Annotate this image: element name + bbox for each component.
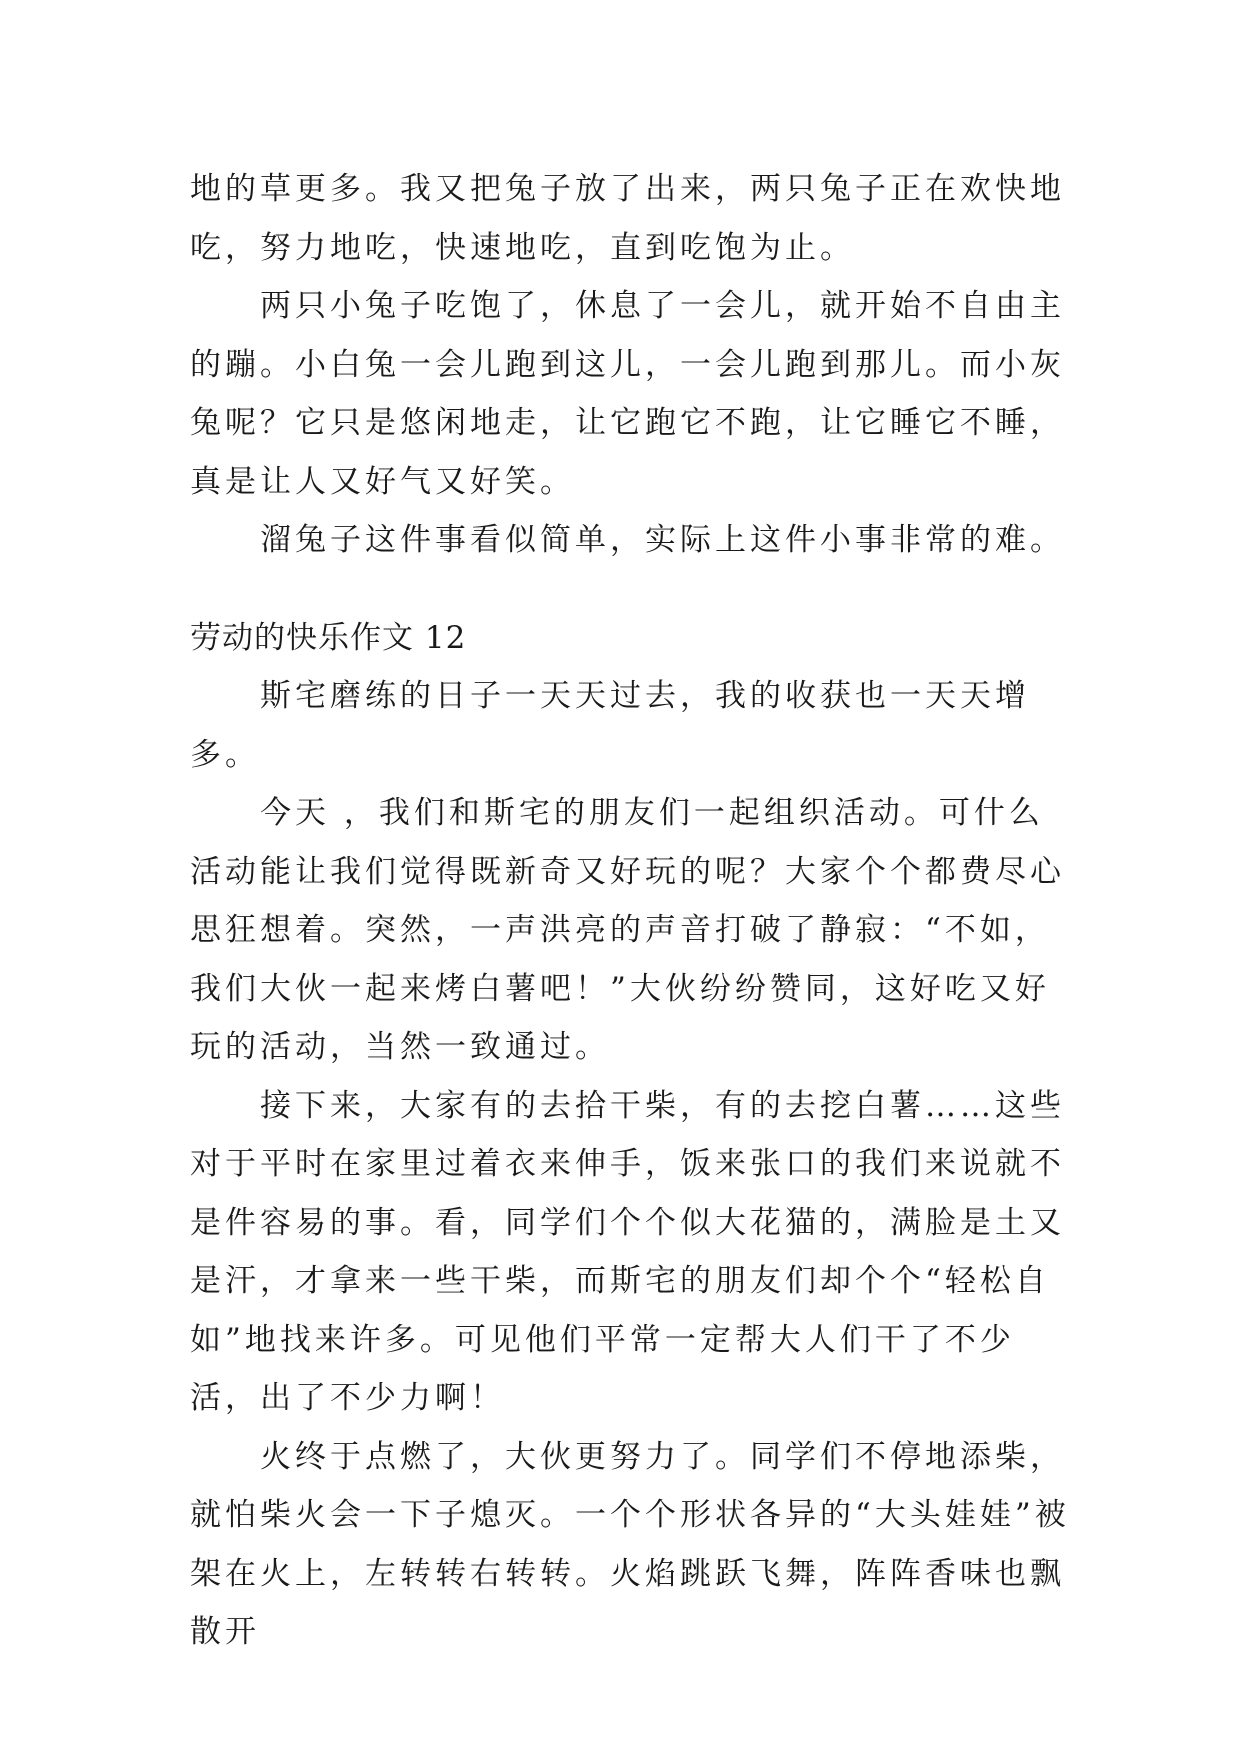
paragraph-fire-lit: 火终于点燃了，大伙更努力了。同学们不停地添柴，就怕柴火会一下子熄灭。一个个形状各异的“大头娃娃”被架在火上，左转转右转转。火焰跳跃飞舞，阵阵香味也飘散开	[190, 1438, 1070, 1650]
paragraph-rabbits-hopping: 两只小兔子吃饱了，休息了一会儿，就开始不自由主的蹦。小白兔一会儿跑到这儿，一会儿跑到那儿。而小灰兔呢？它只是悠闲地走，让它跑它不跑，让它睡它不睡，真是让人又好气又好笑。	[190, 288, 1065, 500]
document-body	[190, 160, 1070, 1662]
paragraph-rabbits-eating: 地的草更多。我又把兔子放了出来，两只兔子正在欢快地吃，努力地吃，快速地吃，直到吃饱为止。	[190, 171, 1065, 266]
paragraph-walking-rabbits: 溜兔子这件事看似简单，实际上这件小事非常的难。	[260, 522, 1065, 558]
paragraph-activity-plan: 今天 ，我们和斯宅的朋友们一起组织活动。可什么活动能让我们觉得既新奇又好玩的呢？大家个个都费尽心思狂想着。突然，一声洪亮的声音打破了静寂：“不如，我们大伙一起来烤白薯吧！”大伙纷纷赞同，这好吃又好玩的活动，当然一致通过。	[190, 795, 1065, 1065]
paragraph-gathering-firewood: 接下来，大家有的去拾干柴，有的去挖白薯……这些对于平时在家里过着衣来伸手，饭来张口的我们来说就不是件容易的事。看，同学们个个似大花猫的，满脸是土又是汗，才拿来一些干柴，而斯宅的朋友们却个个“轻松自如”地找来许多。可见他们平常一定帮大人们干了不少活，出了不少力啊！	[190, 1087, 1065, 1416]
paragraph-training-days: 斯宅磨练的日子一天天过去，我的收获也一天天增多。	[190, 678, 1030, 773]
essay-title: 劳动的快乐作文 12	[190, 619, 467, 656]
